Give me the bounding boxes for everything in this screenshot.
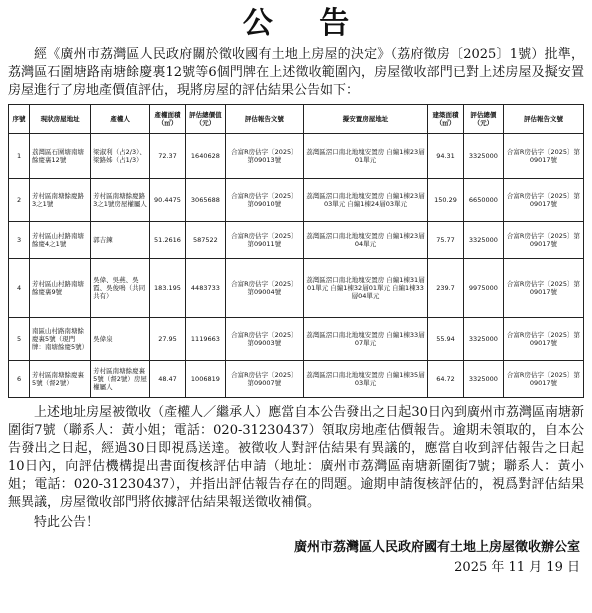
table-row	[9, 134, 584, 179]
table-cell: 南區山村路南塘餘慶裏5號（現門牌：南塘餘慶5號）	[30, 318, 91, 361]
table-cell: 荔灣區滘口南北地塊安置房 自編1棟35層03單元	[303, 361, 427, 398]
table-cell: 合富R房估字〔2025〕第09004號	[225, 259, 303, 318]
table-cell: 合富R房估字〔2025〕第09017號	[503, 259, 583, 318]
table-cell: 3065688	[185, 179, 225, 222]
table-cell: 合富R房估字〔2025〕第09013號	[225, 134, 303, 179]
col-header: 評估總價（元）	[463, 105, 503, 134]
table-cell: 合富R房估字〔2025〕第09017號	[503, 222, 583, 259]
table-cell: 荔灣區滘口南北地塊安置房 自編1棟31層01單元 自編1棟32層01單元 自編1棟33層04單元	[303, 259, 427, 318]
table-cell: 6650000	[463, 179, 503, 222]
table-cell: 1119663	[185, 318, 225, 361]
table-cell: 芳村區南塘餘慶路3之1號房屋權屬人	[91, 179, 150, 222]
col-header: 產權人	[91, 105, 150, 134]
table-cell: 94.31	[428, 134, 464, 179]
table-cell: 5	[9, 318, 30, 361]
table-cell: 6	[9, 361, 30, 398]
table-cell: 芳村區南塘餘慶裏5號（督2號）	[30, 361, 91, 398]
table-cell: 荔灣區滘口南北地塊安置房 自編1棟33層07單元	[303, 318, 427, 361]
table-cell: 芳村區南塘餘慶裏5號（督2號）房屋權屬人	[91, 361, 150, 398]
table-cell: 1006819	[185, 361, 225, 398]
table-cell: 4	[9, 259, 30, 318]
table-cell: 55.94	[428, 318, 464, 361]
table-cell: 合富R房估字〔2025〕第09010號	[225, 179, 303, 222]
issuer-signature: 廣州市荔灣區人民政府國有土地上房屋徵收辦公室	[293, 540, 580, 555]
table-cell: 3325000	[463, 222, 503, 259]
table-cell: 芳村區南塘餘慶路3之1號	[30, 179, 91, 222]
table-cell: 合富R房估字〔2025〕第09003號	[225, 318, 303, 361]
table-cell: 587522	[185, 222, 225, 259]
table-cell: 荔灣區滘口南北地塊安置房 自編1棟23層04單元	[303, 222, 427, 259]
col-header: 現狀房屋地址	[30, 105, 91, 134]
table-cell: 183.195	[150, 259, 186, 318]
table-cell: 1	[9, 134, 30, 179]
table-cell: 梁淑利（占2/3）、梁路姊（占1/3）	[91, 134, 150, 179]
closing-text: 特此公告！	[34, 515, 100, 530]
table-cell: 郭吉鍊	[91, 222, 150, 259]
table-cell: 75.77	[428, 222, 464, 259]
table-cell: 27.95	[150, 318, 186, 361]
intro-paragraph: 經《廣州市荔灣區人民政府關於徵收國有土地上房屋的決定》（荔府徵房〔2025〕1號）批準，荔灣區石圍塘路南塘餘慶裏12號等6個門牌在上述徵收範圍內，房屋徵收部門已對上述房屋及擬安置房屋進行了房地產價值評估，現將房屋的評估結果公告如下：	[8, 47, 584, 98]
table-cell: 48.47	[150, 361, 186, 398]
table-cell: 荔灣區滘口南北地塊安置房 自編1棟23層01單元	[303, 134, 427, 179]
table-cell: 239.7	[428, 259, 464, 318]
table-cell: 吳偉、吳燕、吳霞、吳俊鳴（共同共有）	[91, 259, 150, 318]
table-row	[9, 222, 584, 259]
table-header-row	[9, 105, 584, 134]
table-row	[9, 361, 584, 398]
table-cell: 1640628	[185, 134, 225, 179]
col-header: 序號	[9, 105, 30, 134]
table-row	[9, 179, 584, 222]
issue-date: 2025 年 11 月 19 日	[454, 560, 580, 575]
body-paragraph: 上述地址房屋被徵收（產權人／繼承人）應當自本公告發出之日起30日內到廣州市荔灣區南塘新圍街7號（聯系人：黃小姐；電話：020-31230437）領取房地產估價報告。逾期未領取的，自本公告發出之日起，經過30日即視爲送達。被徵收人對評估結果有異議的，應當自收到評估報告之日起10日內，向評估機構提出書面復核評估申請（地址：廣州市荔灣區南塘新圍街7號；聯系人：黃小姐；電話：020-31230437），并指出評估報告存在的問題。逾期申請復核評估的，視爲對評估結果無異議，房屋徵收部門將依據評估結果報送徵收補償。	[8, 405, 584, 510]
col-header: 評估報告文號	[225, 105, 303, 134]
col-header: 建築面積（㎡）	[428, 105, 464, 134]
table-cell: 芳村區山村路南塘餘慶4之1號	[30, 222, 91, 259]
table-cell: 72.37	[150, 134, 186, 179]
table-cell: 合富R房估字〔2025〕第09007號	[225, 361, 303, 398]
table-cell: 吳偉泉	[91, 318, 150, 361]
table-cell: 90.4475	[150, 179, 186, 222]
table-cell: 3	[9, 222, 30, 259]
notice-title: 公 告	[242, 6, 368, 41]
table-row	[9, 318, 584, 361]
table-cell: 合富R房估字〔2025〕第09017號	[503, 361, 583, 398]
col-header: 評估總價值（元）	[185, 105, 225, 134]
table-cell: 3325000	[463, 134, 503, 179]
table-cell: 9975000	[463, 259, 503, 318]
table-cell: 荔灣區滘口南北地塊安置房 自編1棟23層03單元 自編1棟24層03單元	[303, 179, 427, 222]
table-cell: 3325000	[463, 361, 503, 398]
table-cell: 荔灣區石圍塘南塘餘慶裏12號	[30, 134, 91, 179]
table-row	[9, 259, 584, 318]
table-cell: 2	[9, 179, 30, 222]
table-cell: 芳村區山村路南塘餘慶裏9號	[30, 259, 91, 318]
table-cell: 合富R房估字〔2025〕第09017號	[503, 134, 583, 179]
table-cell: 4483733	[185, 259, 225, 318]
table-cell: 64.72	[428, 361, 464, 398]
table-cell: 合富R房估字〔2025〕第09017號	[503, 179, 583, 222]
table-cell: 150.29	[428, 179, 464, 222]
table-cell: 合富R房估字〔2025〕第09011號	[225, 222, 303, 259]
col-header: 評估報告文號	[503, 105, 583, 134]
col-header: 產權面積（㎡）	[150, 105, 186, 134]
table-cell: 合富R房估字〔2025〕第09017號	[503, 318, 583, 361]
table-cell: 51.2616	[150, 222, 186, 259]
table-cell: 3325000	[463, 318, 503, 361]
col-header: 擬安置房屋地址	[303, 105, 427, 134]
valuation-table	[8, 104, 584, 398]
